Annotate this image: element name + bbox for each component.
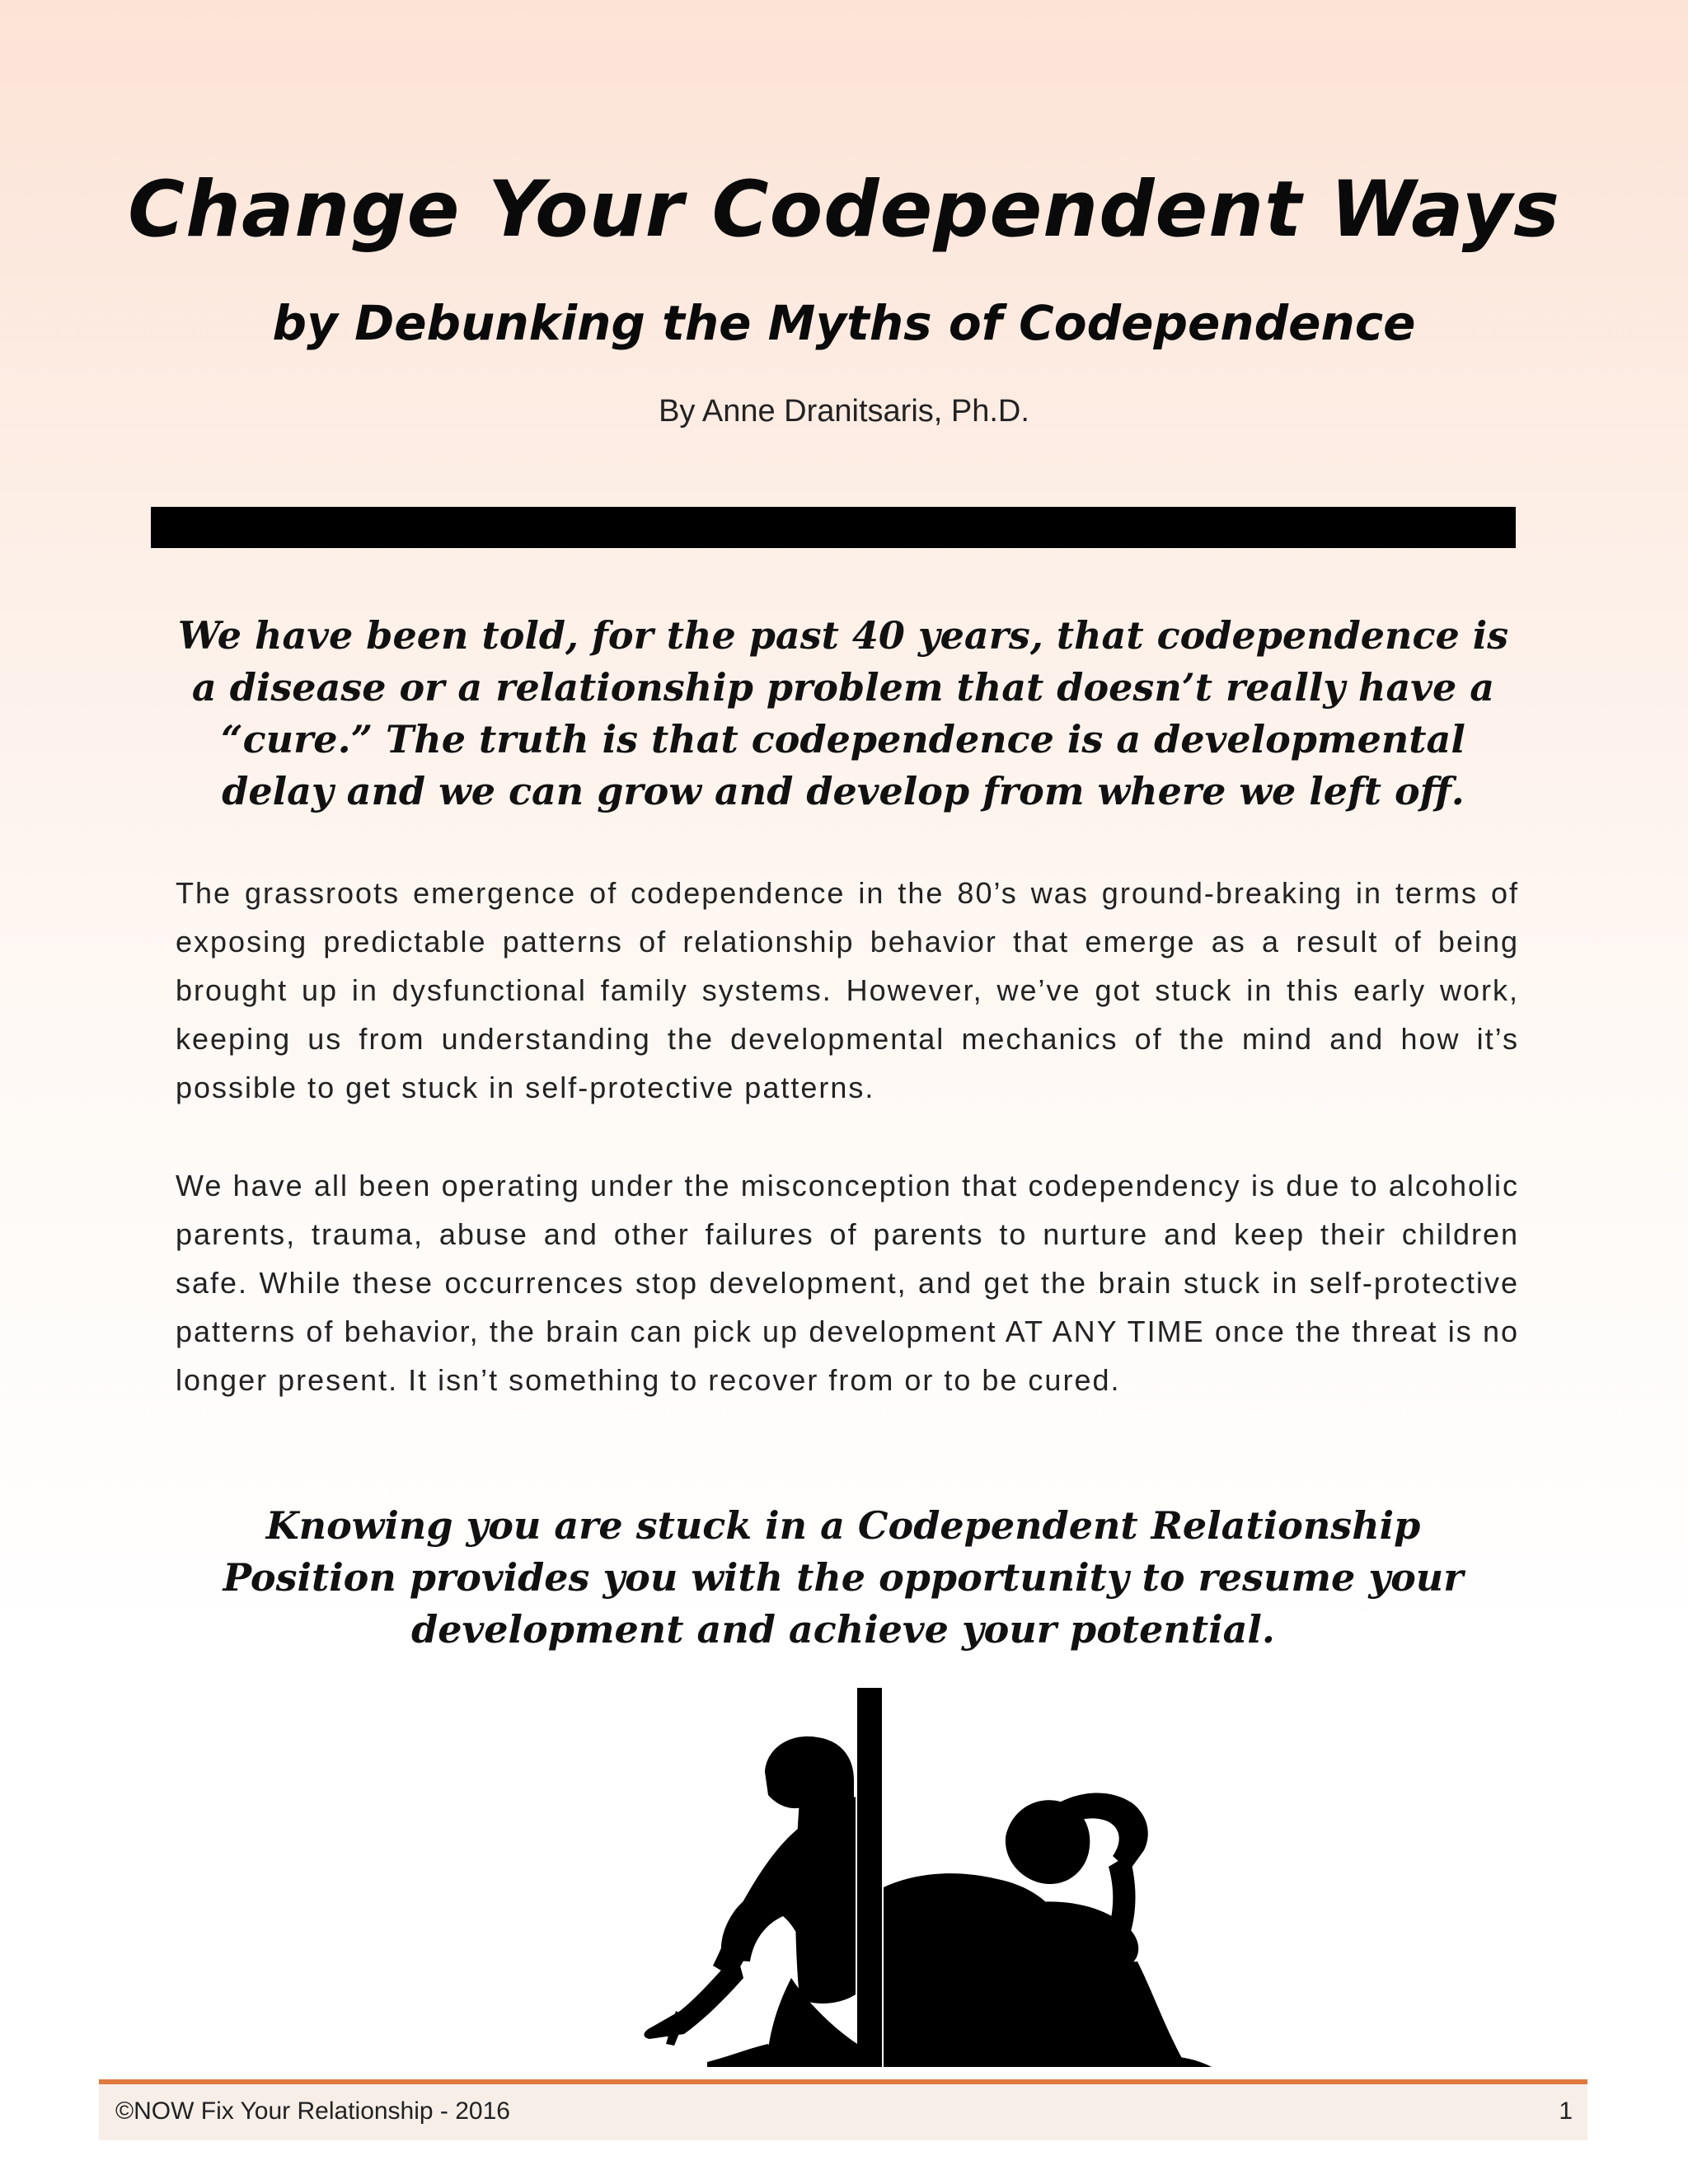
pull-quote-intro: We have been told, for the past 40 years, that codependence is a disease or a relationship problem that doesn’t really have a “cure.” The truth is that codependence is a developmental delay and we can grow and develop from where we left off.	[177, 613, 1509, 813]
document-subtitle: by Debunking the Myths of Codependence	[272, 295, 1416, 351]
woman-silhouette	[644, 1736, 857, 2067]
couple-silhouette-illustration	[560, 1681, 1220, 2069]
body-paragraph-2: We have all been operating under the misconception that codependency is due to alcoholic parents, trauma, abuse and other failures of parents to nurture and keep their children safe. While these occurrences stop development, and get the brain stuck in self-protective patterns of behavior, the brain can pick up development AT ANY TIME once the threat is no longer present. It isn’t something to recover from or to be cured.	[176, 1169, 1519, 1397]
man-silhouette	[884, 1793, 1212, 2067]
document-title: Change Your Codependent Ways	[128, 165, 1560, 255]
body-paragraph-1: The grassroots emergence of codependence in the 80’s was ground-breaking in terms of exposing predictable patterns of relationship behavior that emerge as a result of being brought up in dysfunctional family systems. However, we’ve got stuck in this early work, keeping us from understanding the developmental mechanics of the mind and how it’s possible to get stuck in self-protective patterns.	[176, 876, 1519, 1104]
author-byline: By Anne Dranitsaris, Ph.D.	[659, 394, 1029, 429]
page-number: 1	[1559, 2097, 1573, 2125]
pull-quote-closing: Knowing you are stuck in a Codependent Relationship Position provides you with the opportunity to resume your development and achieve your potential.	[223, 1503, 1464, 1652]
black-divider-bar	[151, 507, 1516, 548]
footer-copyright: ©NOW Fix Your Relationship - 2016	[115, 2097, 510, 2125]
divider-wall	[857, 1688, 882, 2067]
